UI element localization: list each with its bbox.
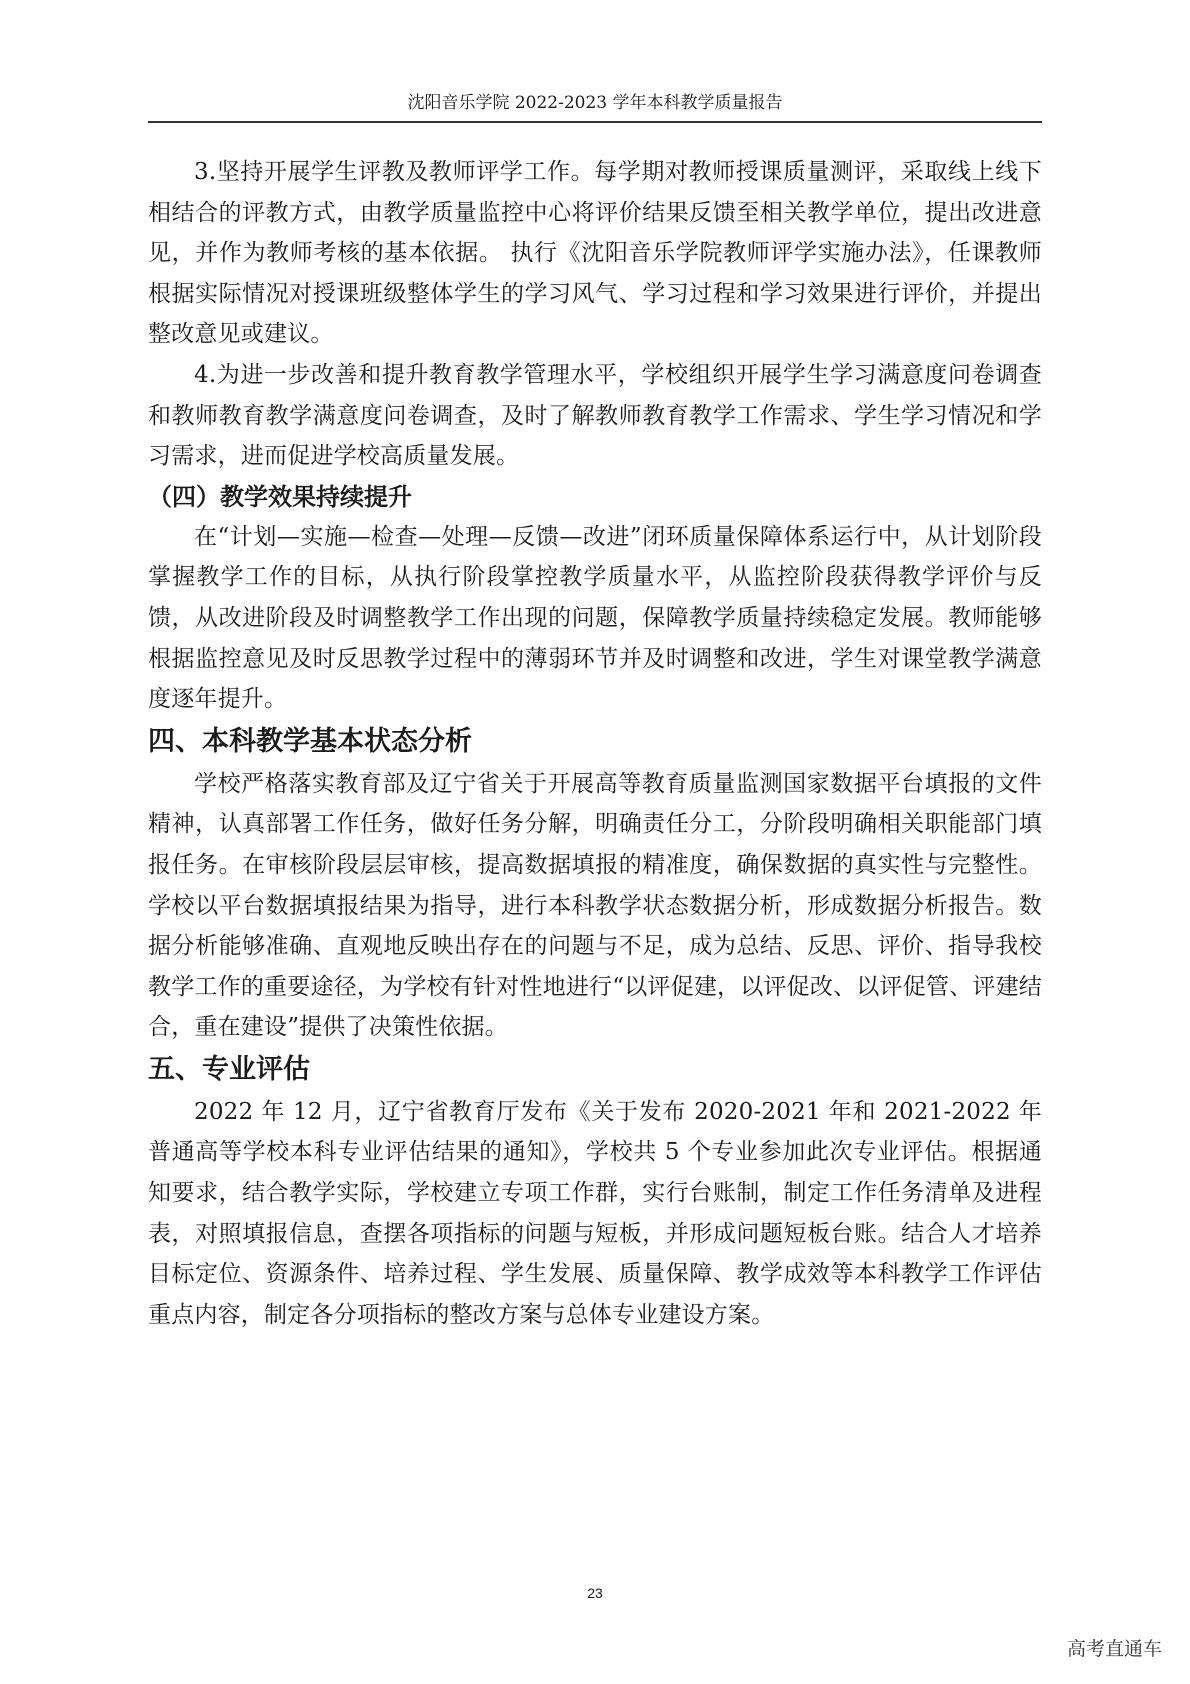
document-body [148, 152, 1042, 1335]
page-number: 23 [587, 1585, 603, 1601]
header-divider [148, 121, 1042, 123]
paragraph-data-platform: 学校严格落实教育部及辽宁省关于开展高等教育质量监测国家数据平台填报的文件精神，认真部署工作任务，做好任务分解，明确责任分工，分阶段明确相关职能部门填报任务。在审核阶段层层审核，提高数据填报的精准度，确保数据的真实性与完整性。学校以平台数据填报结果为指导，进行本科教学状态数据分析，形成数据分析报告。数据分析能够准确、直观地反映出存在的问题与不足，成为总结、反思、评价、指导我校教学工作的重要途径，为学校有针对性地进行“以评促建，以评促改、以评促管、评建结合，重在建设”提供了决策性依据。 [148, 770, 1042, 1041]
section-heading-program-evaluation: 五、专业评估 [148, 1053, 310, 1085]
paragraph-evaluation: 3.坚持开展学生评教及教师评学工作。每学期对教师授课质量测评，采取线上线下相结合的评教方式，由教学质量监控中心将评价结果反馈至相关教学单位，提出改进意见，并作为教师考核的基本依据。 执行《沈阳音乐学院教师评学实施办法》，任课教师根据实际情况对授课班级整体学生的学习风气、学习过程和学习效果进行评价，并提出整改意见或建议。 [148, 159, 1042, 348]
paragraph-satisfaction-survey: 4.为进一步改善和提升教育教学管理水平，学校组织开展学生学习满意度问卷调查和教师教育教学满意度问卷调查，及时了解教师教育教学工作需求、学生学习情况和学习需求，进而促进学校高质量发展。 [148, 361, 1042, 470]
paragraph-program-evaluation: 2022 年 12 月，辽宁省教育厅发布《关于发布 2020-2021 年和 2021-2022 年普通高等学校本科专业评估结果的通知》，学校共 5 个专业参加此次专业评估。根据通知要求，结合教学实际，学校建立专项工作群，实行台账制，制定工作任务清单及进程表，对照填报信息，查摆各项指标的问题与短板，并形成问题短板台账。结合人才培养目标定位、资源条件、培养过程、学生发展、质量保障、教学成效等本科教学工作评估重点内容，制定各分项指标的整改方案与总体专业建设方案。 [148, 1098, 1042, 1328]
paragraph-quality-loop: 在“计划—实施—检查—处理—反馈—改进”闭环质量保障体系运行中，从计划阶段掌握教学工作的目标，从执行阶段掌控教学质量水平，从监控阶段获得教学评价与反馈，从改进阶段及时调整教学工作出现的问题，保障教学质量持续稳定发展。教师能够根据监控意见及时反思教学过程中的薄弱环节并及时调整和改进，学生对课堂教学满意度逐年提升。 [148, 523, 1042, 713]
watermark-text: 高考直通车 [1066, 1638, 1162, 1660]
section-heading-status-analysis: 四、本科教学基本状态分析 [148, 725, 472, 757]
page-header-title: 沈阳音乐学院 2022-2023 学年本科教学质量报告 [407, 93, 783, 113]
subheading-teaching-effect: （四）教学效果持续提升 [148, 482, 412, 511]
